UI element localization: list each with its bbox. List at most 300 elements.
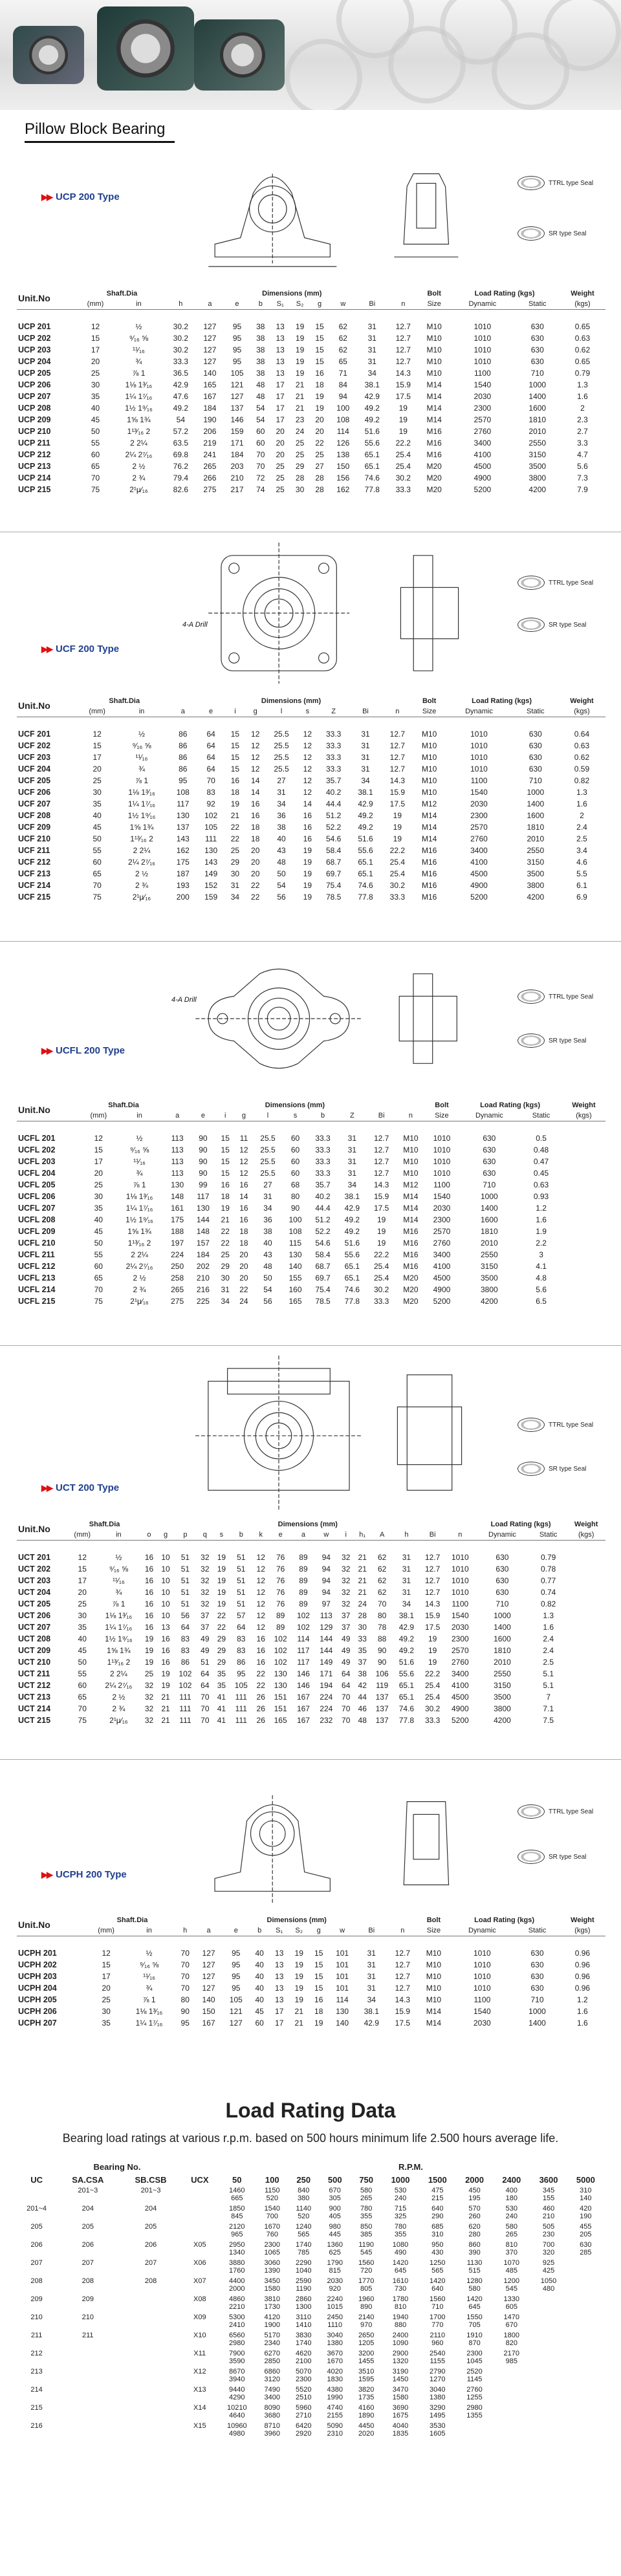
ttl-seal-ucfl: TTRL type Seal [518, 990, 593, 1004]
table-row [17, 1680, 605, 1691]
cell: 42.9 [364, 392, 380, 401]
cell: 15 [314, 1960, 323, 1969]
cell: 127 [203, 334, 217, 343]
cell: 20 [91, 357, 100, 366]
load-rating-table [17, 2160, 604, 2440]
cell: 188 [171, 1227, 184, 1236]
col-bolt: Bolt [427, 289, 441, 298]
cell: 2 [580, 404, 585, 413]
cell: M16 [421, 869, 437, 878]
cell: 12 [256, 1553, 265, 1562]
cell: 25 [276, 485, 285, 494]
table-row [17, 2222, 604, 2240]
cell: ¾ [115, 1588, 122, 1597]
cell: 20 [315, 415, 324, 424]
cell: 35 [94, 1204, 103, 1213]
table-row [17, 1179, 605, 1191]
cell: 102 [296, 1611, 310, 1620]
cell: M16 [426, 427, 442, 436]
cell: 150 [202, 2007, 215, 2016]
cell: 37 [201, 1611, 210, 1620]
cell: 62 [377, 1576, 387, 1585]
cell: 14 [251, 776, 260, 785]
table-row [17, 752, 605, 763]
cell: 1½ 1⁹⁄₁₆ [125, 1215, 153, 1224]
col-dim: Z [331, 707, 336, 715]
cell: 29 [295, 462, 305, 471]
cell: 4200 [527, 893, 545, 902]
cell: 102 [274, 1646, 287, 1655]
cell: 12.7 [389, 741, 405, 750]
rating-cell: 4740 2155 [327, 2404, 343, 2419]
bearing-cell: 208 [82, 2277, 94, 2285]
rating-cell [530, 2385, 567, 2403]
cell: 44.4 [325, 799, 342, 808]
rating-cell: 2120 965 [229, 2223, 245, 2238]
cell: 16 [144, 1599, 154, 1608]
cell: 19 [294, 1984, 303, 1993]
cell: 1100 [433, 1180, 450, 1189]
rating-cell: 9440 4290 [229, 2386, 245, 2401]
cell: 17.5 [395, 392, 411, 401]
cell: 49.2 [344, 1227, 360, 1236]
cell: 20 [276, 438, 285, 448]
cell: 32 [201, 1599, 210, 1608]
unit-number: UCT 206 [18, 1611, 51, 1620]
cell: 1400 [480, 1204, 498, 1213]
rating-cell: 980 445 [329, 2223, 341, 2238]
rating-cell: 10960 4980 [226, 2422, 247, 2438]
rating-cell: 2300 1065 [264, 2241, 281, 2257]
cell: 95 [232, 334, 242, 343]
cell: 265 [203, 462, 217, 471]
cell: 76 [276, 1553, 285, 1562]
table-row [17, 1715, 605, 1726]
cell: 31 [221, 1285, 230, 1294]
cell: 3800 [480, 1285, 498, 1294]
cell: 28 [358, 1611, 367, 1620]
col-in: in [116, 1530, 122, 1539]
rating-cell: 3040 1380 [327, 2332, 343, 2347]
col-dim: a [206, 1926, 211, 1934]
cell: M10 [426, 334, 442, 343]
cell: 12 [303, 741, 312, 750]
cell: 17.5 [373, 1204, 389, 1213]
cell: 0.59 [574, 764, 590, 774]
cell: 25 [78, 1599, 87, 1608]
cell: 32 [144, 1716, 154, 1725]
unit-number: UCP 215 [18, 485, 51, 494]
cell: 86 [237, 1658, 246, 1667]
cell: 32 [144, 1681, 154, 1690]
bearing-cell: 204 [82, 2205, 94, 2213]
col-dim: h [183, 1926, 188, 1934]
col-dynamic: Dynamic [468, 299, 497, 308]
cell: 70 [93, 881, 102, 890]
cell: 2010 [494, 1658, 511, 1667]
table-row [17, 786, 605, 798]
cell: 28 [295, 473, 305, 482]
unit-number: UCT 205 [18, 1599, 51, 1608]
rating-cell: 1610 730 [392, 2277, 409, 2293]
cell: 31 [402, 1553, 411, 1562]
cell: 25.4 [389, 869, 405, 878]
cell: 161 [171, 1204, 184, 1213]
cell: 1¼ 1⁷⁄₁₆ [135, 2019, 163, 2028]
cell: 1.3 [543, 1611, 554, 1620]
cell: 5200 [470, 893, 488, 902]
cell: 20 [239, 1250, 248, 1259]
table-row [17, 1249, 605, 1261]
cell: 65 [338, 357, 347, 366]
cell: M14 [426, 380, 442, 389]
cell: 2030 [474, 392, 492, 401]
cell: 0.45 [533, 1169, 549, 1178]
section-divider [0, 1345, 621, 1346]
cell: 51 [180, 1588, 190, 1597]
cell: 1¹³⁄₁₆ 2 [127, 427, 151, 436]
cell: 2030 [433, 1204, 451, 1213]
cell: M14 [426, 2007, 442, 2016]
cell: 16 [251, 811, 260, 820]
cell: 35.7 [325, 776, 342, 785]
cell: 19 [294, 1960, 303, 1969]
cell: 275 [171, 1297, 184, 1306]
table-row [17, 2258, 604, 2277]
cell: 105 [204, 823, 218, 832]
cell: 65.1 [358, 869, 373, 878]
cell: 25.5 [260, 1145, 276, 1154]
cell: 6.1 [576, 881, 587, 890]
rating-cell: 10210 4640 [226, 2404, 247, 2419]
cell: 710 [530, 369, 544, 378]
cell: 31 [367, 1972, 376, 1981]
cell: 2550 [480, 1250, 498, 1259]
cell: 19 [161, 1669, 170, 1678]
cell: 194 [320, 1681, 333, 1690]
cell: M20 [426, 462, 442, 471]
cell: 102 [296, 1623, 310, 1632]
cell: 12 [303, 753, 312, 762]
table-row [17, 1691, 605, 1703]
col-static: Static [528, 1926, 547, 1934]
cell: 65.1 [364, 450, 380, 459]
col-weight: Weight [571, 1916, 594, 1924]
cell: 31 [402, 1564, 411, 1574]
cell: 1540 [474, 380, 492, 389]
rating-cell: 5070 2300 [296, 2368, 312, 2383]
table-row [17, 2295, 604, 2313]
cell: 3400 [474, 438, 492, 448]
cell: 65.1 [344, 1262, 360, 1271]
rating-cell: 1190 545 [358, 2241, 375, 2257]
cell: 40 [255, 1960, 264, 1969]
table-row [17, 1191, 605, 1202]
rating-cell: 4450 2020 [358, 2422, 375, 2438]
rating-cell: 1700 770 [430, 2313, 446, 2329]
cell: 64 [201, 1669, 210, 1678]
table-row [17, 740, 605, 752]
cell: 165 [203, 380, 217, 389]
unit-number: UCP 213 [18, 462, 51, 471]
cell: ⁹⁄₁₆ ⅝ [132, 741, 151, 750]
cell: 97 [321, 1599, 331, 1608]
cell: 29 [217, 1634, 226, 1643]
cell: 140 [203, 369, 217, 378]
rating-cell: 850 385 [360, 2223, 373, 2238]
cell: 2.3 [577, 415, 588, 424]
cell: 74.6 [358, 881, 373, 890]
col-load-rating: Load Rating (kgs) [472, 697, 532, 705]
cell: 51.6 [364, 427, 380, 436]
cell: 5.1 [543, 1681, 554, 1690]
cell: 15 [102, 1960, 111, 1969]
cell: 80 [290, 1192, 300, 1201]
col-header: 100 [265, 2174, 279, 2185]
cell: 49 [342, 1634, 351, 1643]
cell: 30 [93, 788, 102, 797]
cell: 34 [367, 1995, 376, 2004]
cell: 0.63 [574, 741, 590, 750]
cell: 14.3 [389, 776, 405, 785]
cell: 137 [375, 1716, 389, 1725]
cell: 86 [179, 764, 188, 774]
cell: 4100 [470, 858, 488, 867]
cell: 70 [256, 450, 265, 459]
cell: 630 [483, 1157, 496, 1166]
rating-cell: 2790 1270 [430, 2368, 446, 2383]
table-row [17, 2403, 604, 2421]
cell: 32 [201, 1564, 210, 1574]
cell: 2570 [451, 1646, 469, 1655]
rating-cell: 3040 1380 [430, 2386, 446, 2401]
cell: 102 [274, 1658, 287, 1667]
cell: 21 [358, 1564, 367, 1574]
cell: 4900 [451, 1704, 469, 1713]
col-dim: Z [349, 1111, 354, 1120]
cell: 32 [342, 1588, 351, 1597]
table-row [17, 2006, 605, 2017]
cell: 1.2 [536, 1204, 547, 1213]
cell: 24 [239, 1297, 248, 1306]
col-dimensions: Dimensions (mm) [267, 1916, 327, 1924]
cell: 12 [256, 1588, 265, 1597]
bearing-cell [119, 2385, 182, 2403]
unit-number: UCF 212 [18, 858, 51, 867]
cell: 89 [299, 1553, 308, 1562]
col-dimensions: Dimensions (mm) [265, 1101, 325, 1109]
cell: 184 [196, 1250, 210, 1259]
cell: M16 [403, 1227, 419, 1236]
cell: 1⅛ 1³⁄₁₆ [125, 1192, 153, 1201]
table-row [17, 2349, 604, 2367]
cell: 22 [256, 1681, 265, 1690]
cell: 31 [361, 753, 370, 762]
cell: 74.6 [398, 1704, 415, 1713]
rating-cell: 310 140 [580, 2187, 592, 2202]
rating-cell: 1770 805 [358, 2277, 375, 2293]
col-in: in [146, 1926, 152, 1934]
cell: ½ [135, 322, 142, 331]
cell: 33.3 [325, 730, 342, 739]
cell: 31 [347, 1134, 357, 1143]
col-header: 750 [359, 2174, 374, 2185]
col-dim: l [267, 1111, 269, 1120]
cell: 76.2 [173, 462, 189, 471]
cell: 137 [375, 1693, 389, 1702]
cell: 1010 [474, 357, 492, 366]
cell: 19 [303, 846, 312, 855]
cell: 51.6 [344, 1239, 360, 1248]
ucf-drawing [207, 542, 511, 684]
cell: 1⅛ 1³⁄₁₆ [125, 380, 153, 389]
cell: 43 [263, 1250, 272, 1259]
cell: 19 [303, 869, 312, 878]
rating-cell: 670 305 [329, 2187, 341, 2202]
cell: 167 [296, 1693, 310, 1702]
cell: 4200 [494, 1716, 511, 1725]
cell: 54 [263, 1285, 272, 1294]
cell: 12 [251, 741, 260, 750]
cell: 3150 [527, 858, 545, 867]
cell: 111 [235, 1716, 247, 1725]
rating-cell: 700 320 [542, 2241, 555, 2257]
cell: 15 [91, 334, 100, 343]
cell: 38 [256, 357, 265, 366]
col-rpm: R.P.M. [398, 2161, 424, 2172]
unit-number: UCFL 209 [18, 1227, 56, 1236]
cell: 16 [256, 1646, 265, 1655]
unit-number: UCP 201 [18, 322, 51, 331]
cell: 19 [294, 1995, 303, 2004]
cell: 94 [338, 392, 347, 401]
table-row [17, 1214, 605, 1226]
cell: 95 [232, 1949, 241, 1958]
cell: 32 [342, 1599, 351, 1608]
uct-spec-table [17, 1519, 605, 1726]
cell: 20 [102, 1984, 111, 1993]
cell: 89 [299, 1576, 308, 1585]
cell: 2760 [474, 427, 492, 436]
cell: 12.7 [395, 1949, 411, 1958]
cell: 1600 [494, 1634, 511, 1643]
cell: 137 [230, 404, 244, 413]
cell: 77.8 [358, 893, 373, 902]
bearing-cell [119, 2403, 182, 2421]
cell: 0.77 [540, 1576, 556, 1585]
cell: 3500 [527, 869, 545, 878]
cell: 1010 [451, 1588, 469, 1597]
col-header: 1500 [428, 2174, 447, 2185]
unit-number: UCPH 201 [18, 1949, 57, 1958]
table-row [17, 367, 605, 379]
col-shaft-dia: Shaft.Dia [116, 1916, 148, 1924]
rating-cell: 8090 3680 [264, 2404, 281, 2419]
table-row [17, 1703, 605, 1715]
cell: 40 [255, 1984, 264, 1993]
cell: 31 [347, 1157, 357, 1166]
rating-cell: 4020 1830 [327, 2368, 343, 2383]
cell: 117 [197, 1192, 210, 1201]
cell: 224 [171, 1250, 184, 1259]
cell: 35 [102, 2019, 111, 2028]
cell: 127 [203, 322, 217, 331]
bearing-cell [182, 2186, 217, 2204]
cell: 111 [235, 1704, 247, 1713]
cell: 38 [256, 369, 265, 378]
cell: M14 [403, 1204, 419, 1213]
col-dim: n [408, 1111, 413, 1120]
cell: 54 [256, 415, 265, 424]
cell: 33 [358, 1634, 367, 1643]
unit-number: UCF 208 [18, 811, 51, 820]
unit-number: UCF 215 [18, 893, 51, 902]
cell: 16 [144, 1553, 154, 1562]
unit-number: UCT 208 [18, 1634, 51, 1643]
ucph-drawing [201, 1775, 505, 1911]
rating-cell: 3530 1605 [430, 2422, 446, 2438]
cell: 70 [94, 1285, 103, 1294]
rating-cell: 3670 1670 [327, 2350, 343, 2365]
cell: 143 [204, 858, 218, 867]
cell: 19 [217, 1588, 226, 1597]
cell: 22.2 [424, 1669, 441, 1678]
cell: 1810 [528, 415, 547, 424]
cell: 25.5 [274, 741, 289, 750]
table-row [17, 1598, 605, 1610]
cell: 15 [94, 1145, 103, 1154]
cell: 0.62 [574, 345, 591, 354]
table-row [17, 891, 605, 903]
cell: 25 [276, 473, 285, 482]
cell: 630 [530, 322, 544, 331]
cell: 19 [230, 799, 240, 808]
col-header: 2400 [502, 2174, 521, 2185]
col-header: 1000 [391, 2174, 410, 2185]
cell: M10 [421, 776, 437, 785]
cell: 25 [93, 776, 102, 785]
cell: 13 [275, 1972, 284, 1981]
cell: 0.74 [540, 1588, 556, 1597]
cell: 0.47 [533, 1157, 549, 1166]
bearing-cell: 216 [30, 2422, 43, 2430]
unit-number: UCF 207 [18, 799, 51, 808]
cell: 64 [342, 1681, 351, 1690]
cell: 49 [342, 1646, 351, 1655]
bearing-cell: X09 [193, 2313, 206, 2321]
cell: 18 [251, 823, 260, 832]
col-shaft-dia: Shaft.Dia [109, 697, 140, 705]
cell: 70 [180, 1949, 190, 1958]
unit-number: UCF 214 [18, 881, 51, 890]
cell: 3.4 [576, 846, 587, 855]
cell: 46 [358, 1704, 367, 1713]
col-unit-no: Unit.No [18, 1524, 50, 1535]
cell: 1100 [452, 1599, 469, 1608]
cell: 89 [299, 1588, 308, 1597]
cell: 3 [539, 1250, 543, 1259]
cell: 15 [315, 345, 324, 354]
cell: 3150 [528, 450, 547, 459]
cell: 3.3 [577, 438, 588, 448]
rating-cell: 1850 845 [229, 2205, 245, 2220]
cell: 119 [376, 1681, 389, 1690]
drill-note: 4-A Drill [171, 996, 197, 1004]
cell: 70 [342, 1716, 351, 1725]
col-header: 250 [296, 2174, 311, 2185]
table-row [17, 763, 605, 775]
cell: 64 [237, 1623, 246, 1632]
